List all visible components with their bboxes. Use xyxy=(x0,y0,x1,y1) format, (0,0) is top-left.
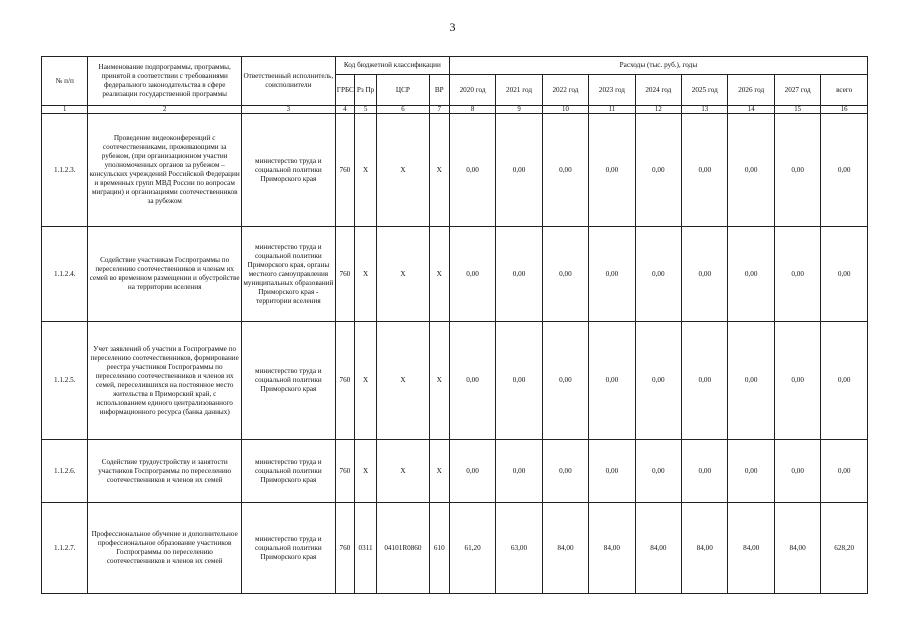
header-year: 2024 год xyxy=(635,75,681,106)
row-name: Содействие трудоустройству и занятости участников Госпрограммы по переселению соотечественников и членов их семей xyxy=(88,440,241,503)
row-csr: Х xyxy=(377,440,430,503)
column-number: 4 xyxy=(335,106,354,114)
row-number: 1.1.2.6. xyxy=(42,440,88,503)
row-year-value: 0,00 xyxy=(635,114,681,227)
row-year-value: 0,00 xyxy=(496,227,542,322)
column-number: 3 xyxy=(241,106,335,114)
row-responsible: министерство труда и социальной политики Приморского края, органы местного самоуправления муниципальных образований Приморского края - территории вселения xyxy=(241,227,335,322)
row-year-value: 84,00 xyxy=(774,503,820,594)
row-year-value: 0,00 xyxy=(682,114,728,227)
header-num: № п/п xyxy=(42,57,88,106)
header-name: Наименование подпрограммы, программы, принятой в соответствии с требованиями федерального законодательства в сфере реализации государственной программы xyxy=(88,57,241,106)
row-grbs: 760 xyxy=(335,114,354,227)
header-year: 2023 год xyxy=(589,75,635,106)
row-year-value: 0,00 xyxy=(682,440,728,503)
header-year: 2021 год xyxy=(496,75,542,106)
row-name: Учет заявлений об участии в Госпрограмме по переселению соотечественников, формирование реестра участников Госпрограммы по переселению соотечественников и членов их семей, переселившихся на постоянное место жительства в Приморский край, с использованием единого централизованного информационного ресурса (банка данных) xyxy=(88,322,241,440)
row-year-value: 0,00 xyxy=(635,322,681,440)
row-grbs: 760 xyxy=(335,440,354,503)
column-number: 5 xyxy=(354,106,376,114)
row-rzpr: Х xyxy=(354,227,376,322)
row-total-value: 0,00 xyxy=(821,322,868,440)
column-number: 10 xyxy=(542,106,588,114)
row-year-value: 63,00 xyxy=(496,503,542,594)
row-name: Содействие участникам Госпрограммы по переселению соотечественников и членам их семей во временном размещении и обустройстве на территории вселения xyxy=(88,227,241,322)
row-year-value: 0,00 xyxy=(728,114,774,227)
header-year: 2025 год xyxy=(682,75,728,106)
row-total-value: 0,00 xyxy=(821,114,868,227)
row-total-value: 0,00 xyxy=(821,227,868,322)
row-csr: Х xyxy=(377,227,430,322)
row-year-value: 0,00 xyxy=(774,227,820,322)
row-year-value: 0,00 xyxy=(449,227,495,322)
row-year-value: 0,00 xyxy=(682,227,728,322)
column-number: 9 xyxy=(496,106,542,114)
row-year-value: 0,00 xyxy=(774,440,820,503)
header-total: всего xyxy=(821,75,868,106)
row-grbs: 760 xyxy=(335,503,354,594)
row-vr: Х xyxy=(429,227,449,322)
row-year-value: 0,00 xyxy=(589,227,635,322)
row-year-value: 0,00 xyxy=(774,322,820,440)
header-expenses: Расходы (тыс. руб.), годы xyxy=(449,57,867,75)
row-vr: Х xyxy=(429,114,449,227)
row-year-value: 0,00 xyxy=(496,322,542,440)
column-number: 12 xyxy=(635,106,681,114)
row-year-value: 0,00 xyxy=(449,114,495,227)
column-number: 1 xyxy=(42,106,88,114)
row-number: 1.1.2.3. xyxy=(42,114,88,227)
row-responsible: министерство труда и социальной политики Приморского края xyxy=(241,503,335,594)
row-year-value: 84,00 xyxy=(542,503,588,594)
header-responsible: Ответственный исполнитель, соисполнители xyxy=(241,57,335,106)
row-year-value: 0,00 xyxy=(496,114,542,227)
row-vr: Х xyxy=(429,440,449,503)
header-rzpr: Рз Пр xyxy=(354,75,376,106)
row-year-value: 61,20 xyxy=(449,503,495,594)
column-number: 16 xyxy=(821,106,868,114)
column-number: 15 xyxy=(774,106,820,114)
row-responsible: министерство труда и социальной политики Приморского края xyxy=(241,114,335,227)
budget-table xyxy=(41,56,868,594)
row-year-value: 0,00 xyxy=(542,227,588,322)
row-year-value: 0,00 xyxy=(774,114,820,227)
column-number: 8 xyxy=(449,106,495,114)
row-total-value: 0,00 xyxy=(821,440,868,503)
column-number: 13 xyxy=(682,106,728,114)
row-grbs: 760 xyxy=(335,322,354,440)
row-year-value: 0,00 xyxy=(542,114,588,227)
row-number: 1.1.2.7. xyxy=(42,503,88,594)
row-csr: Х xyxy=(377,322,430,440)
row-rzpr: Х xyxy=(354,114,376,227)
row-year-value: 84,00 xyxy=(682,503,728,594)
column-number: 7 xyxy=(429,106,449,114)
table-row xyxy=(42,503,868,594)
table-row xyxy=(42,322,868,440)
row-name: Проведение видеоконференций с соотечественниками, проживающими за рубежом, (при организационном участии уполномоченных органов за рубежом – консульских учреждений Российской Федерации и временных групп МВД России по вопросам миграции) и организациями соотечественников за рубежом xyxy=(88,114,241,227)
row-year-value: 0,00 xyxy=(496,440,542,503)
header-csr: ЦСР xyxy=(377,75,430,106)
row-year-value: 0,00 xyxy=(728,227,774,322)
row-name: Профессиональное обучение и дополнительное профессиональное образование участников Госпрограммы по переселению соотечественников и членов их семей xyxy=(88,503,241,594)
page-number: 3 xyxy=(449,20,456,34)
row-year-value: 0,00 xyxy=(728,440,774,503)
header-year: 2020 год xyxy=(449,75,495,106)
table-row xyxy=(42,440,868,503)
row-year-value: 0,00 xyxy=(542,322,588,440)
row-rzpr: Х xyxy=(354,440,376,503)
header-vr: ВР xyxy=(429,75,449,106)
row-total-value: 628,20 xyxy=(821,503,868,594)
column-number: 6 xyxy=(377,106,430,114)
row-year-value: 0,00 xyxy=(682,322,728,440)
row-number: 1.1.2.4. xyxy=(42,227,88,322)
row-csr: Х xyxy=(377,114,430,227)
column-number: 11 xyxy=(589,106,635,114)
row-vr: Х xyxy=(429,322,449,440)
row-csr: 04101R0860 xyxy=(377,503,430,594)
row-year-value: 84,00 xyxy=(728,503,774,594)
row-year-value: 0,00 xyxy=(589,322,635,440)
row-year-value: 0,00 xyxy=(542,440,588,503)
row-rzpr: Х xyxy=(354,322,376,440)
column-number: 2 xyxy=(88,106,241,114)
row-grbs: 760 xyxy=(335,227,354,322)
table-row xyxy=(42,114,868,227)
header-year: 2022 год xyxy=(542,75,588,106)
header-year: 2027 год xyxy=(774,75,820,106)
row-vr: 610 xyxy=(429,503,449,594)
row-year-value: 0,00 xyxy=(635,227,681,322)
row-year-value: 84,00 xyxy=(635,503,681,594)
row-year-value: 0,00 xyxy=(635,440,681,503)
header-budget-code: Код бюджетной классификации xyxy=(335,57,449,75)
row-responsible: министерство труда и социальной политики Приморского края xyxy=(241,440,335,503)
row-year-value: 0,00 xyxy=(728,322,774,440)
column-number: 14 xyxy=(728,106,774,114)
row-year-value: 0,00 xyxy=(589,114,635,227)
row-responsible: министерство труда и социальной политики Приморского края xyxy=(241,322,335,440)
row-year-value: 0,00 xyxy=(449,440,495,503)
row-year-value: 0,00 xyxy=(589,440,635,503)
row-number: 1.1.2.5. xyxy=(42,322,88,440)
row-year-value: 0,00 xyxy=(449,322,495,440)
table-row xyxy=(42,227,868,322)
row-year-value: 84,00 xyxy=(589,503,635,594)
header-year: 2026 год xyxy=(728,75,774,106)
row-rzpr: 0311 xyxy=(354,503,376,594)
header-grbs: ГРБС xyxy=(335,75,354,106)
